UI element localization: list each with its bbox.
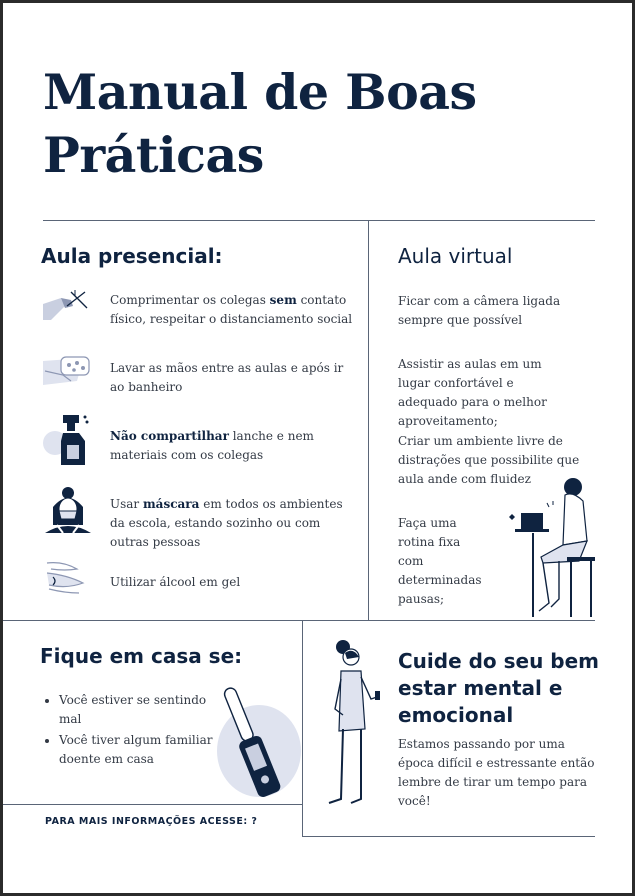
- laptop-person-illustration: [501, 471, 601, 623]
- presencial-heading: Aula presencial:: [41, 244, 223, 268]
- home-item-1: • Você estiver se sentindo mal: [59, 691, 229, 729]
- mask-person-icon: [43, 485, 93, 539]
- divider-vertical-top: [368, 220, 369, 620]
- spray-bottle-icon: [41, 411, 91, 471]
- divider-bottom: [302, 836, 595, 837]
- virtual-heading: Aula virtual: [398, 244, 513, 268]
- home-list: [41, 691, 229, 771]
- wellbeing-heading: Cuide do seu bem estar mental e emocional: [398, 649, 600, 727]
- presencial-item-1: Comprimentar os colegas sem contato físico, respeitar o distanciamento social: [110, 293, 353, 326]
- presencial-item-2: Lavar as mãos entre as aulas e após ir ao banheiro: [110, 361, 344, 394]
- presencial-item-4: Usar máscara em todos os ambientes da escola, estando sozinho ou com outras pessoas: [110, 497, 343, 549]
- title-line-2: Práticas: [43, 126, 264, 184]
- virtual-item-1: Ficar com a câmera ligada sempre que possível: [398, 294, 561, 327]
- presencial-item-3: Não compartilhar lanche e nem materiais com os colegas: [110, 429, 314, 462]
- wellbeing-text: Estamos passando por uma época difícil e estressante então lembre de tirar um tempo para você!: [398, 737, 595, 808]
- virtual-item-3: Criar um ambiente livre de distrações que possibilite que aula ande com fluidez: [398, 434, 580, 486]
- home-heading: Fique em casa se:: [40, 644, 243, 668]
- virtual-item-4: Faça uma rotina fixa com determinadas pausas;: [398, 516, 482, 606]
- presencial-item-5: Utilizar álcool em gel: [110, 575, 241, 589]
- sanitizer-icon: [43, 559, 93, 603]
- virtual-item-2: Assistir as aulas em um lugar confortável e adequado para o melhor aproveitamento;: [398, 357, 547, 428]
- divider-top: [43, 220, 595, 221]
- footer-info: PARA MAIS INFORMAÇÕES ACESSE: ?: [45, 816, 258, 827]
- title-line-1: Manual de Boas: [43, 63, 477, 121]
- handshake-icon: [41, 286, 91, 328]
- thermometer-icon: [203, 679, 303, 807]
- page-title: [43, 61, 603, 187]
- phone-person-illustration: [321, 639, 391, 813]
- home-item-2: • Você tiver algum familiar doente em casa: [59, 731, 229, 769]
- page: [3, 3, 632, 893]
- handwash-icon: [41, 351, 97, 395]
